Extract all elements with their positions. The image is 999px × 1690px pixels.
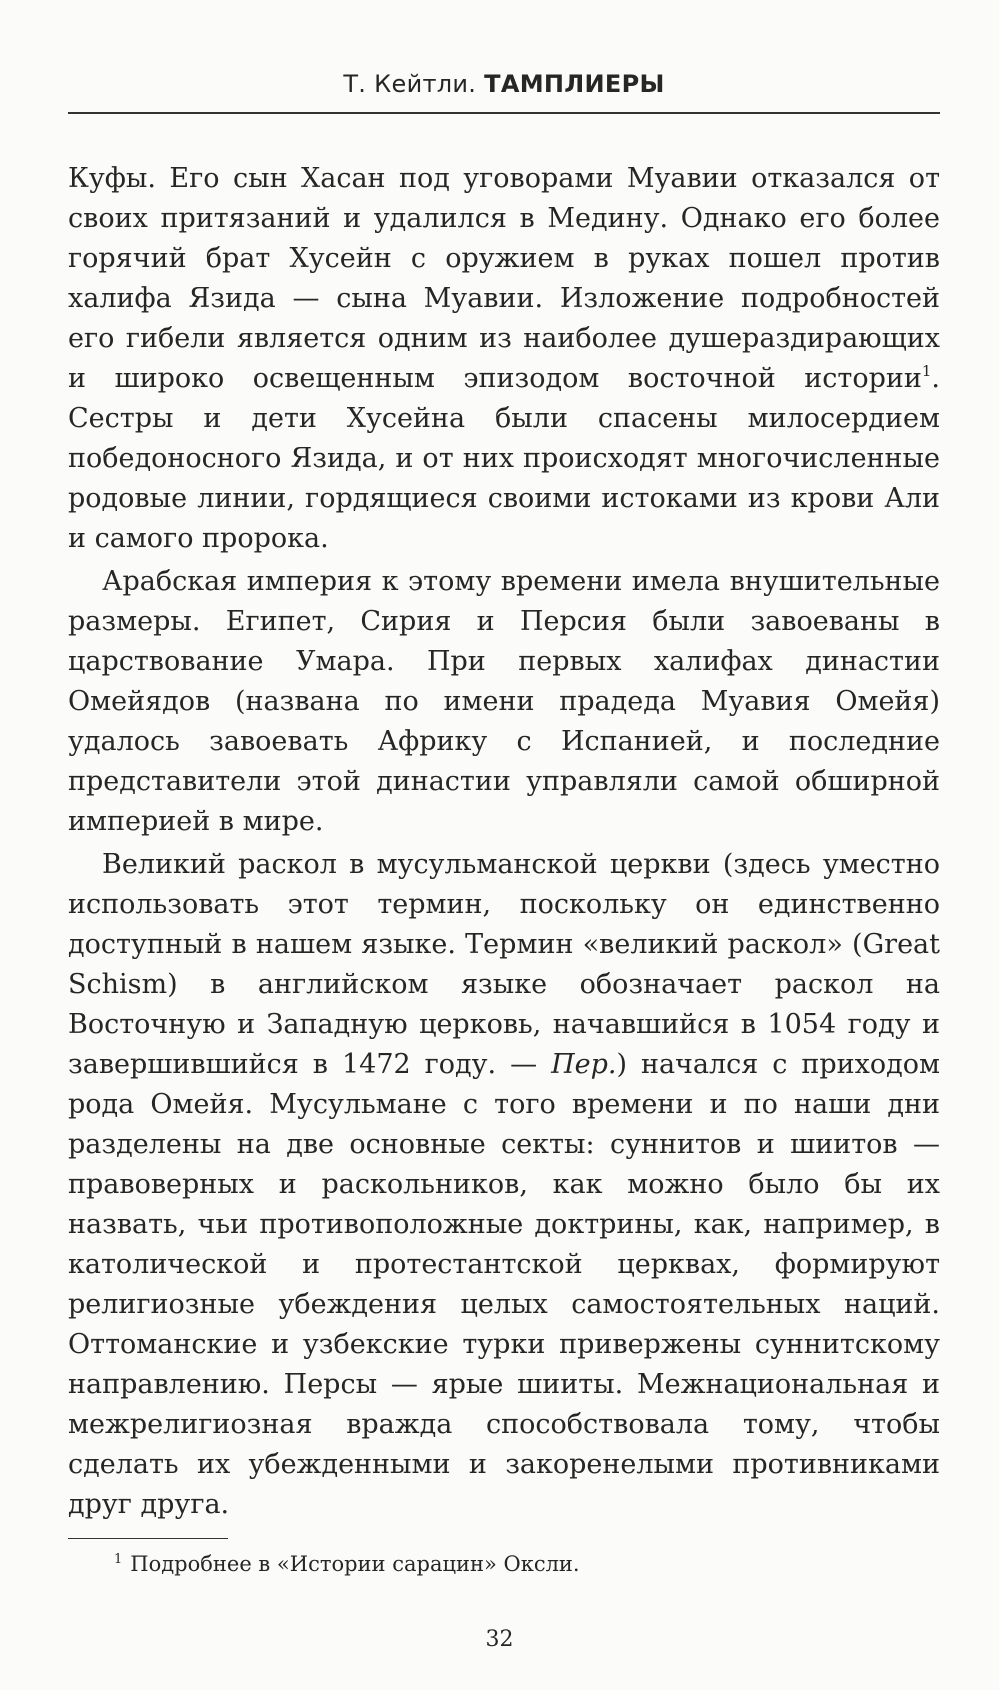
paragraph-3 xyxy=(68,845,940,1525)
header-divider xyxy=(68,112,940,114)
paragraph-1-text-b: . Сестры и дети Хусейна были спасены милосердием победоносного Язида, и от них происходят многочисленные родовые линии, гордящиеся своими истоками из крови Али и самого пророка. xyxy=(68,363,940,554)
footnote-reference[interactable]: 1 xyxy=(921,361,932,380)
paragraph-1 xyxy=(68,159,940,559)
page-number: 32 xyxy=(485,1627,514,1652)
running-head xyxy=(68,70,940,98)
footnote-divider xyxy=(68,1538,228,1539)
footnote xyxy=(114,1552,580,1576)
paragraph-3-text-b: ) начался с приходом рода Омейя. Мусульмане с того времени и по наши дни разделены на две основные секты: суннитов и шиитов — правоверных и раскольников, как можно было бы их назвать, чьи противоположные доктрины, как, например, в католической и протестантской церквах, формируют религиозные убеждения целых самостоятельных наций. Оттоманские и узбекские турки привержены суннитскому направлению. Персы — ярые шииты. Межнациональная и межрелигиозная вражда способствовала тому, чтобы сделать их убежденными и закоренелыми противниками друг друга. xyxy=(68,1049,941,1520)
paragraph-1-text-a: Куфы. Его сын Хасан под уговорами Муавии отказался от своих притязаний и удалился в Медину. Однако его более горячий брат Хусейн с оружием в руках пошел против халифа Язида — сына Муавии. Изложение подробностей его гибели является одним из наиболее душераздирающих и широко освещенным эпизодом восточной истории xyxy=(68,163,940,394)
translator-note: Пер. xyxy=(551,1049,617,1080)
paragraph-2: Арабская империя к этому времени имела внушительные размеры. Египет, Сирия и Персия были завоеваны в царствование Умара. При первых халифах династии Омейядов (названа по имени прадеда Муавия Омейя) удалось завоевать Африку с Испанией, и последние представители этой династии управляли самой обширной империей в мире. xyxy=(68,566,940,837)
paragraph-3-text-a: Великий раскол в мусульманской церкви (здесь уместно использовать этот термин, поскольку он единственно доступный в нашем языке. Термин «великий раскол» (Great Schism) в английском языке обозначает раскол на Восточную и Западную церковь, начавшийся в 1054 году и завершившийся в 1472 году. — xyxy=(68,849,940,1080)
running-head-title: ТАМПЛИЕРЫ xyxy=(484,70,665,98)
running-head-author: Т. Кейтли. xyxy=(343,70,477,98)
footnote-text: Подробнее в «Истории сарацин» Оксли. xyxy=(130,1552,580,1576)
main-text xyxy=(68,159,940,1525)
footnote-mark: 1 xyxy=(114,1552,123,1568)
